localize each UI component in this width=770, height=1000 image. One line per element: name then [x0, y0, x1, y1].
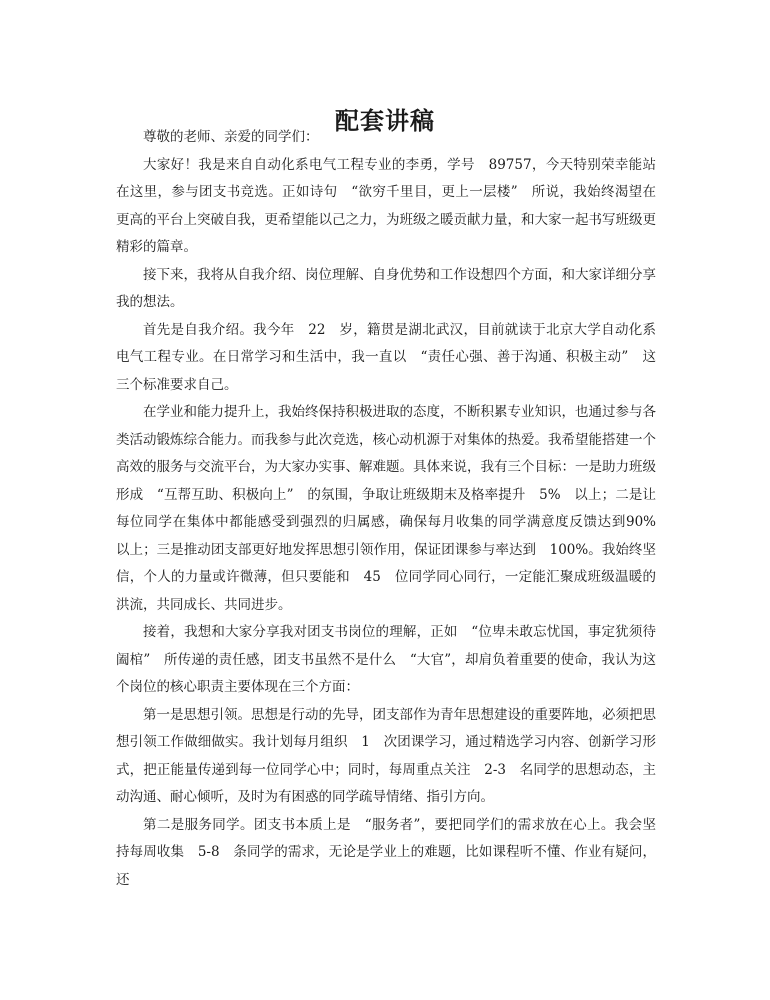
- salutation: 尊敬的老师、亲爱的同学们：: [143, 129, 319, 145]
- paragraph-serving-classmates: 第二是服务同学。团支书本质上是 “服务者”，要把同学们的需求放在心上。我会坚持每周收集 5-8 条同学的需求，无论是学业上的难题，比如课程听不懂、作业有疑问，还: [116, 816, 656, 888]
- document-title: 配套讲稿: [335, 106, 435, 136]
- document-body: [116, 124, 670, 894]
- paragraph-ideological-guidance: 第一是思想引领。思想是行动的先导，团支部作为青年思想建设的重要阵地，必须把思想引领工作做细做实。我计划每月组织 1 次团课学习，通过精选学习内容、创新学习形式，把正能量传递到每一位同学心中；同时，每周重点关注 2-3 名同学的思想动态，主动沟通、耐心倾听，及时为有困惑的同学疏导情绪、指引方向。: [116, 706, 656, 805]
- paragraph-role-understanding: 接着，我想和大家分享我对团支书岗位的理解，正如 “位卑未敢忘忧国，事定犹须待阖棺” 所传递的责任感，团支书虽然不是什么 “大官”，却肩负着重要的使命，我认为这个岗位的核心职责主要体现在三个方面：: [116, 624, 656, 695]
- paragraph-self-intro: 首先是自我介绍。我今年 22 岁，籍贯是湖北武汉，目前就读于北京大学自动化系电气工程专业。在日常学习和生活中，我一直以 “责任心强、善于沟通、积极主动” 这三个标准要求自己。: [116, 321, 656, 393]
- paragraph-goals: 在学业和能力提升上，我始终保持积极进取的态度，不断积累专业知识，也通过参与各类活动锻炼综合能力。而我参与此次竞选，核心动机源于对集体的热爱。我希望能搭建一个高效的服务与交流平台，为大家办实事、解难题。具体来说，我有三个目标：一是助力班级形成 “互帮互助、积极向上” 的氛围，争取让班级期末及格率提升 5% 以上；二是让每位同学在集体中都能感受到强烈的归属感，确保每月收集的同学满意度反馈达到90% 以上；三是推动团支部更好地发挥思想引领作用，保证团课参与率达到 100%。我始终坚信，个人的力量或许微薄，但只要能和 45 位同学同心同行，一定能汇聚成班级温暖的洪流，共同成长、共同进步。: [116, 404, 670, 613]
- paragraph-outline: 接下来，我将从自我介绍、岗位理解、自身优势和工作设想四个方面，和大家详细分享我的想法。: [116, 266, 656, 310]
- paragraph-greeting: 大家好！我是来自自动化系电气工程专业的李勇，学号 89757，今天特别荣幸能站在这里，参与团支书竞选。正如诗句 “欲穷千里目，更上一层楼” 所说，我始终渴望在更高的平台上突破自我，更希望能以己之力，为班级之暖贡献力量，和大家一起书写班级更精彩的篇章。: [116, 156, 656, 255]
